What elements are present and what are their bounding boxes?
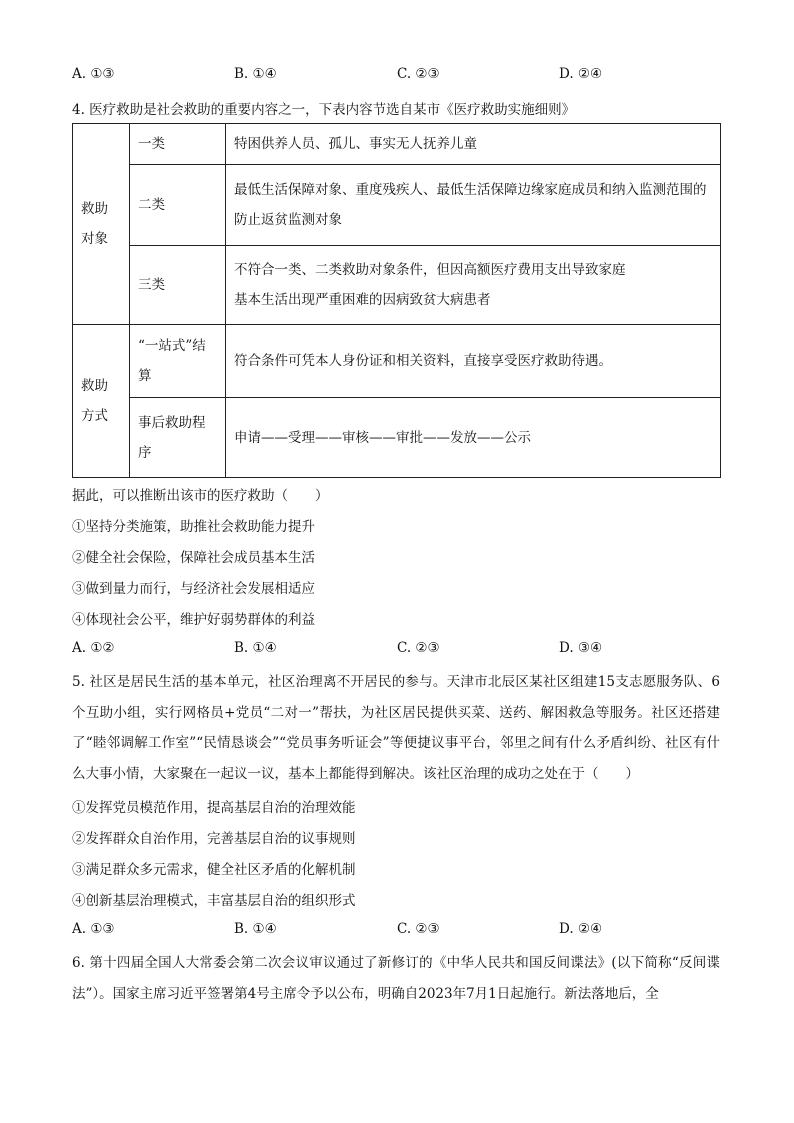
q4-item-4: ④体现社会公平，维护好弱势群体的利益 bbox=[72, 612, 315, 628]
q4-question: 据此，可以推断出该市的医疗救助（ ） bbox=[72, 488, 329, 504]
content-line: 不符合一类、二类救助对象条件，但因高额医疗费用支出导致家庭 bbox=[234, 262, 626, 278]
q4-option-d[interactable]: D. ③④ bbox=[559, 640, 603, 656]
content-cell bbox=[226, 246, 721, 325]
content-cell: 最低生活保障对象、重度残疾人、最低生活保障边缘家庭成员和纳入监测范围的防止返贫监测对象 bbox=[226, 165, 721, 246]
q3-option-d[interactable]: D. ②④ bbox=[559, 66, 603, 82]
content-cell: 申请——受理——审核——审批——发放——公示 bbox=[226, 398, 721, 478]
group-aid-methods: 救助方式 bbox=[73, 325, 130, 478]
q4-item-2: ②健全社会保险，保障社会成员基本生活 bbox=[72, 550, 315, 566]
content-cell: 符合条件可凭本人身份证和相关资料，直接享受医疗救助待遇。 bbox=[226, 325, 721, 398]
q4-option-b[interactable]: B. ①④ bbox=[234, 640, 277, 656]
aid-table bbox=[72, 123, 721, 478]
q4-item-1: ①坚持分类施策，助推社会救助能力提升 bbox=[72, 519, 315, 535]
q3-options bbox=[72, 66, 722, 86]
q4-option-a[interactable]: A. ①② bbox=[72, 640, 115, 656]
q5-item-3: ③满足群众多元需求，健全社区矛盾的化解机制 bbox=[72, 862, 356, 878]
type-cell: 一类 bbox=[130, 124, 226, 165]
q5-option-a[interactable]: A. ①③ bbox=[72, 921, 115, 937]
q4-options bbox=[72, 640, 722, 660]
q6-stem: 6. 第十四届全国人大常委会第二次会议审议通过了新修订的《中华人民共和国反间谍法》(以下简称“反间谍法”）。国家主席习近平签署第4号主席令予以公布，明确自2023年7月1日起施行。新法落地后，全 bbox=[72, 955, 720, 1002]
q3-option-b[interactable]: B. ①④ bbox=[234, 66, 277, 82]
q5-options bbox=[72, 921, 722, 941]
q4-item-3: ③做到量力而行，与经济社会发展相适应 bbox=[72, 581, 315, 597]
content-line: 基本生活出现严重困难的因病致贫大病患者 bbox=[234, 292, 491, 308]
type-cell: 二类 bbox=[130, 165, 226, 246]
q5-option-d[interactable]: D. ②④ bbox=[559, 921, 603, 937]
q4-stem: 4. 医疗救助是社会救助的重要内容之一，下表内容节选自某市《医疗救助实施细则》 bbox=[72, 102, 576, 118]
q5-item-4: ④创新基层治理模式，丰富基层自治的组织形式 bbox=[72, 893, 356, 909]
q3-option-a[interactable]: A. ①③ bbox=[72, 66, 115, 82]
type-cell: 三类 bbox=[130, 246, 226, 325]
q5-item-2: ②发挥群众自治作用，完善基层自治的议事规则 bbox=[72, 831, 356, 847]
q5-option-c[interactable]: C. ②③ bbox=[397, 921, 440, 937]
q5-option-b[interactable]: B. ①④ bbox=[234, 921, 277, 937]
q5-item-1: ①发挥党员模范作用，提高基层自治的治理效能 bbox=[72, 800, 356, 816]
type-cell: 事后救助程序 bbox=[130, 398, 226, 478]
q5-stem: 5. 社区是居民生活的基本单元，社区治理离不开居民的参与。天津市北辰区某社区组建15支志愿服务队、6个互助小组，实行网格员+党员“二对一”帮扶，为社区居民提供买菜、送药、解困救急等服务。社区还搭建了“睦邻调解工作室”“民情恳谈会”“党员事务听证会”等便捷议事平台，邻里之间有什么矛盾纠纷、社区有什么大事小情，大家聚在一起议一议，基本上都能得到解决。该社区治理的成功之处在于（ ） bbox=[72, 674, 720, 782]
group-aid-objects: 救助对象 bbox=[73, 124, 130, 325]
type-cell: “一站式”结算 bbox=[130, 325, 226, 398]
q4-option-c[interactable]: C. ②③ bbox=[397, 640, 440, 656]
q3-option-c[interactable]: C. ②③ bbox=[397, 66, 440, 82]
content-cell: 特困供养人员、孤儿、事实无人抚养儿童 bbox=[226, 124, 721, 165]
